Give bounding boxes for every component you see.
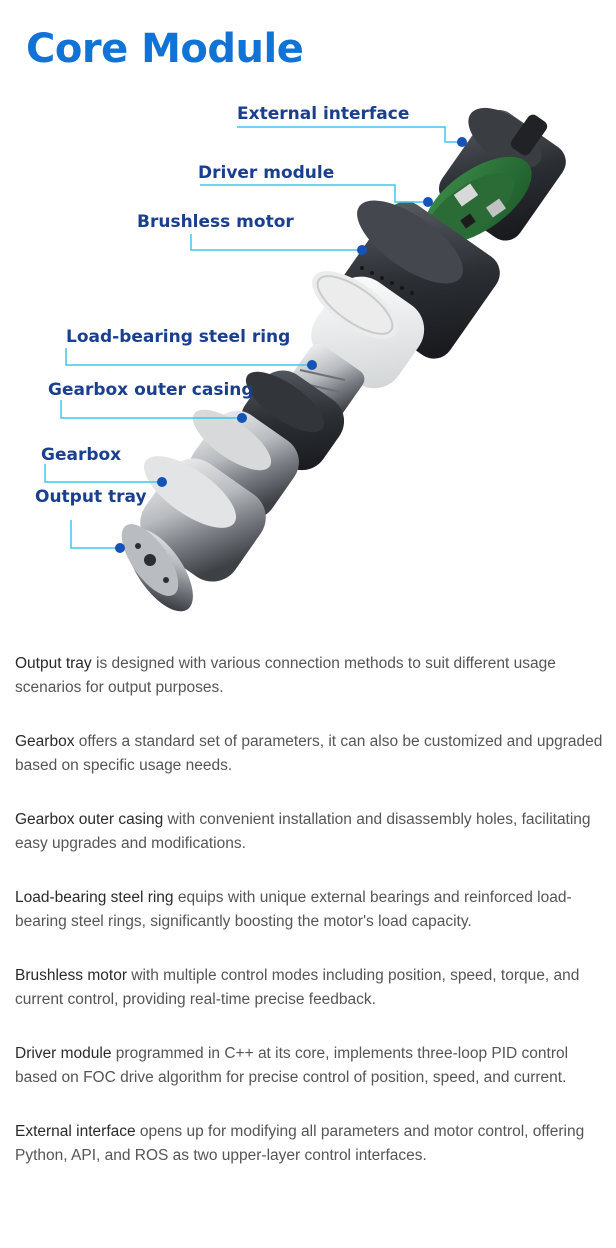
leader-line-steel-ring	[66, 348, 312, 365]
desc-term: Brushless motor	[15, 967, 127, 984]
desc-text: with convenient installation and disassembly holes, facilitating easy upgrades and modifications.	[15, 811, 591, 852]
desc-term: Load-bearing steel ring	[15, 889, 174, 906]
leader-line-brushless-motor	[191, 234, 362, 250]
anchor-dot-driver-module	[423, 197, 433, 207]
anchor-dot-brushless-motor	[357, 245, 367, 255]
desc-text: offers a standard set of parameters, it can also be customized and upgraded based on specific usage needs.	[15, 733, 603, 774]
callout-gearbox: Gearbox	[41, 445, 122, 465]
leader-line-external-interface	[237, 127, 462, 142]
callout-steel-ring: Load-bearing steel ring	[66, 327, 291, 347]
desc-term: Output tray	[15, 655, 92, 672]
desc-text: opens up for modifying all parameters and motor control, offering Python, API, and ROS as two upper-layer control interfaces.	[15, 1123, 585, 1164]
desc-term: External interface	[15, 1123, 136, 1140]
desc-text: programmed in C++ at its core, implements three-loop PID control based on FOC drive algorithm for precise control of position, speed, and current.	[15, 1045, 569, 1086]
desc-output-tray	[15, 652, 611, 700]
page-title: Core Module	[26, 26, 304, 72]
desc-load-bearing-steel-ring	[15, 886, 611, 934]
anchor-dot-output-tray	[115, 543, 125, 553]
exploded-motor-diagram	[0, 90, 616, 630]
anchor-dot-gearbox-casing	[237, 413, 247, 423]
desc-text: with multiple control modes including position, speed, torque, and current control, providing real-time precise feedback.	[15, 967, 580, 1008]
callout-brushless-motor: Brushless motor	[137, 212, 294, 232]
desc-brushless-motor	[15, 964, 611, 1012]
desc-term: Driver module	[15, 1045, 112, 1062]
component-descriptions	[15, 652, 611, 1198]
anchor-dot-steel-ring	[307, 360, 317, 370]
callout-driver-module: Driver module	[198, 163, 335, 183]
desc-external-interface	[15, 1120, 611, 1168]
desc-term: Gearbox outer casing	[15, 811, 164, 828]
callout-output-tray: Output tray	[35, 487, 147, 507]
desc-gearbox	[15, 730, 611, 778]
desc-text: is designed with various connection methods to suit different usage scenarios for output purposes.	[15, 655, 556, 696]
desc-text: equips with unique external bearings and reinforced load-bearing steel rings, significantly boosting the motor's load capacity.	[15, 889, 572, 930]
anchor-dot-gearbox	[157, 477, 167, 487]
desc-term: Gearbox	[15, 733, 75, 750]
callout-external-interface: External interface	[237, 104, 410, 124]
anchor-dot-external-interface	[457, 137, 467, 147]
callout-gearbox-casing: Gearbox outer casing	[48, 380, 254, 400]
desc-gearbox-outer-casing	[15, 808, 611, 856]
leader-line-output-tray	[71, 520, 120, 548]
desc-driver-module	[15, 1042, 611, 1090]
leader-line-driver-module	[200, 185, 428, 202]
